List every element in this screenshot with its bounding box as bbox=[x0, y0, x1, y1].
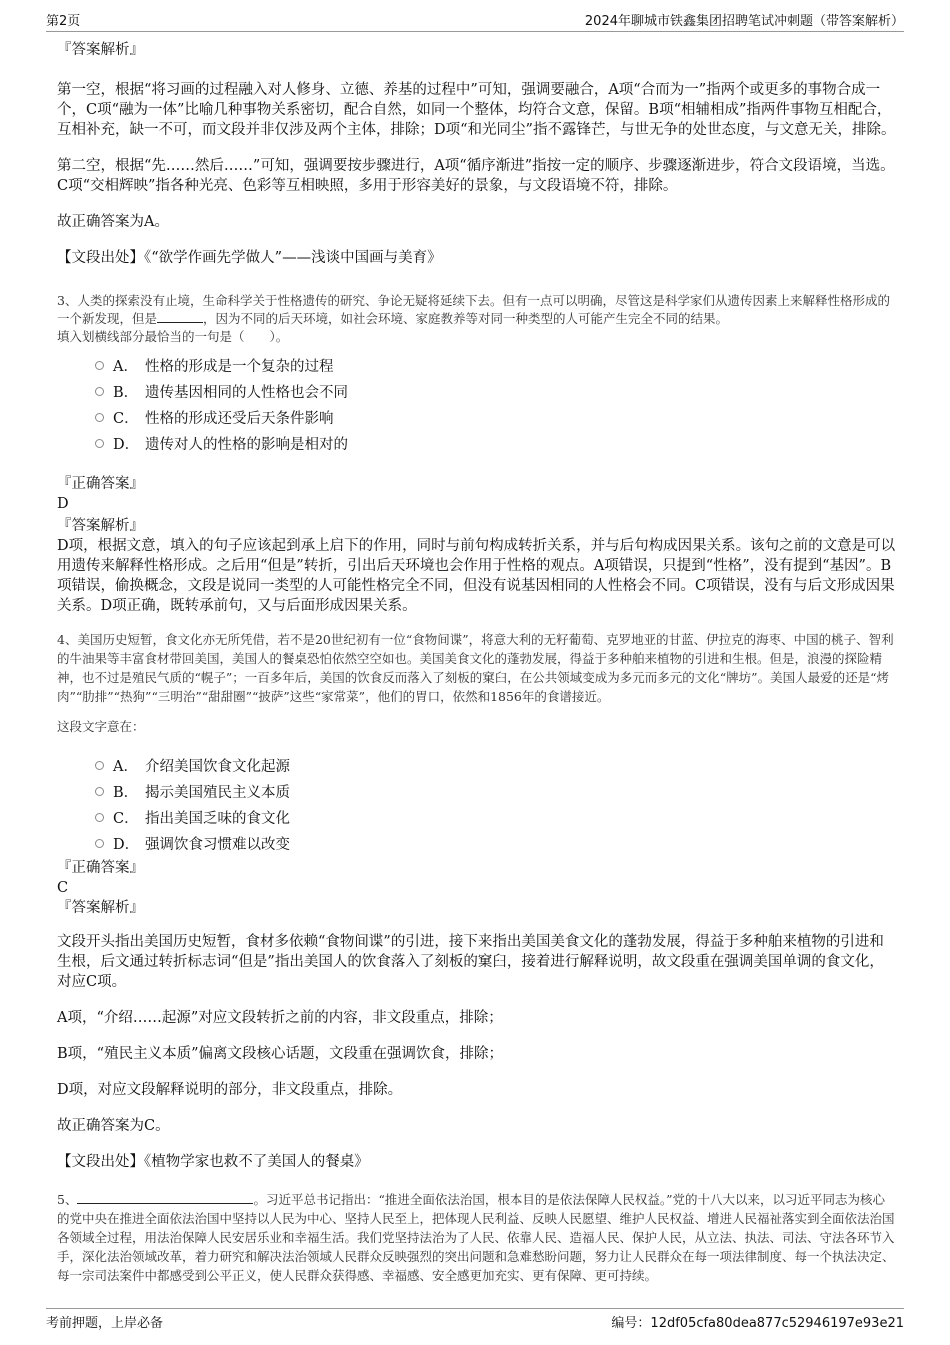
option-a[interactable]: A． 介绍美国饮食文化起源 bbox=[95, 752, 897, 778]
option-b[interactable]: B． 揭示美国殖民主义本质 bbox=[95, 778, 897, 804]
option-b[interactable]: B． 遗传基因相同的人性格也会不同 bbox=[95, 378, 897, 404]
option-c[interactable]: C． 性格的形成还受后天条件影响 bbox=[95, 404, 897, 430]
question-stem: 4、美国历史短暂，食文化亦无所凭借，若不是20世纪初有一位“食物间谍”，将意大利的无籽葡萄、克罗地亚的甘蓝、伊拉克的海枣、中国的桃子、智利的牛油果等丰富食材带回美国，美国人的餐桌恐怕依然空空如也。美国美食文化的蓬勃发展，得益于多种舶来植物的引进和生根。但是，浪漫的探险精神，也不过是殖民气质的“幌子”；一百多年后，美国的饮食反而落入了刻板的窠臼，在公共领域变成为多元而多元的文化“牌坊”。美国人最爱的还是“烤肉”“肋排”“热狗”“三明治”“甜甜圈”“披萨”这些“家常菜”，他们的胃口，依然和1856年的食谱接近。 bbox=[57, 632, 894, 704]
conclusion: 故正确答案为C。 bbox=[57, 1118, 170, 1134]
radio-icon[interactable] bbox=[95, 361, 104, 370]
radio-icon[interactable] bbox=[95, 439, 104, 448]
page-number: 第2页 bbox=[46, 14, 81, 29]
source-citation: 【文段出处】《“欲学作画先学做人”——浅谈中国画与美育》 bbox=[57, 250, 442, 266]
conclusion: 故正确答案为A。 bbox=[57, 214, 169, 230]
q2-tail bbox=[57, 40, 897, 268]
page-header bbox=[46, 10, 904, 32]
page-footer bbox=[46, 1308, 904, 1334]
option-note: A项，“介绍……起源”对应文段转折之前的内容，非文段重点，排除； bbox=[57, 1010, 503, 1026]
analysis-paragraph: D项，根据文意，填入的句子应该起到承上启下的作用，同时与前句构成转折关系，并与后句构成因果关系。该句之前的文意是可以用遗传来解释性格形成。之后用“但是”转折，引出后天环境也会作用于性格的观点。A项错误，只提到“性格”，没有提到“基因”。B项错误，偷换概念，文段是说同一类型的人可能性格完全不同，但没有说基因相同的人性格会不同。C项错误，没有与后文形成因果关系。D项正确，既转承前句，又与后面形成因果关系。 bbox=[57, 538, 896, 614]
footer-slogan: 考前押题，上岸必备 bbox=[46, 1316, 164, 1331]
document-title: 2024年聊城市铁鑫集团招聘笔试冲刺题（带答案解析） bbox=[584, 14, 904, 29]
option-note: D项，对应文段解释说明的部分，非文段重点，排除。 bbox=[57, 1082, 403, 1098]
option-list bbox=[95, 752, 897, 856]
question-5 bbox=[57, 1190, 897, 1285]
question-4 bbox=[57, 630, 897, 1172]
question-instruction: 填入划横线部分最恰当的一句是（ ）。 bbox=[57, 329, 289, 344]
analysis-label: 『答案解析』 bbox=[57, 518, 144, 534]
question-stem: 5、 。习近平总书记指出：“推进全面依法治国，根本目的是依法保障人民权益。”党的十八大以来，以习近平同志为核心的党中央在推进全面依法治国中坚持以人民为中心、坚持人民至上，把体现人民利益、反映人民愿望、维护人民权益、增进人民福祉落实到全面依法治国各领域全过程，用法治保障人民安居乐业和幸福生活。我们党坚持法治为了人民、依靠人民、造福人民、保护人民，从立法、执法、司法、守法各环节入手，深化法治领域改革，着力研究和解决法治领域人民群众反映强烈的突出问题和急难愁盼问题，努力让人民群众在每一项法律制度、每一个执法决定、每一宗司法案件中都感受到公平正义，使人民群众获得感、幸福感、安全感更加充实、更有保障、更可持续。 bbox=[57, 1192, 895, 1283]
page-content bbox=[57, 40, 897, 1285]
radio-icon[interactable] bbox=[95, 813, 104, 822]
analysis-label: 『答案解析』 bbox=[57, 42, 144, 58]
fill-blank bbox=[77, 1203, 253, 1204]
radio-icon[interactable] bbox=[95, 387, 104, 396]
option-d[interactable]: D． 强调饮食习惯难以改变 bbox=[95, 830, 897, 856]
radio-icon[interactable] bbox=[95, 413, 104, 422]
radio-icon[interactable] bbox=[95, 839, 104, 848]
source-citation: 【文段出处】《植物学家也救不了美国人的餐桌》 bbox=[57, 1154, 369, 1170]
analysis-paragraph: 文段开头指出美国历史短暂，食材多依赖“食物间谍”的引进，接下来指出美国美食文化的蓬勃发展，得益于多种舶来植物的引进和生根，后文通过转折标志词“但是”指出美国人的饮食落入了刻板的窠臼，接着进行解释说明，故文段重在强调美国单调的食文化，对应C项。 bbox=[57, 934, 884, 990]
analysis-label: 『答案解析』 bbox=[57, 900, 144, 916]
answer-label: 『正确答案』 bbox=[57, 476, 144, 492]
option-c[interactable]: C． 指出美国乏味的食文化 bbox=[95, 804, 897, 830]
radio-icon[interactable] bbox=[95, 787, 104, 796]
option-list bbox=[95, 352, 897, 456]
analysis-paragraph: 第二空，根据“先……然后……”可知，强调要按步骤进行，A项“循序渐进”指按一定的顺序、步骤逐渐进步，符合文段语境，当选。C项“交相辉映”指各种光亮、色彩等互相映照，多用于形容美好的景象，与文段语境不符，排除。 bbox=[57, 158, 895, 194]
analysis-paragraph: 第一空，根据“将习画的过程融入对人修身、立德、养基的过程中”可知，强调要融合，A项“合而为一”指两个或更多的事物合成一个，C项“融为一体”比喻几种事物关系密切，配合自然，如同一个整体，均符合文意，保留。B项“相辅相成”指两件事物互相配合，互相补充，缺一不可，而文段并非仅涉及两个主体，排除；D项“和光同尘”指不露锋芒，与世无争的处世态度，与文意无关，排除。 bbox=[57, 82, 896, 138]
question-3 bbox=[57, 292, 897, 616]
option-a[interactable]: A． 性格的形成是一个复杂的过程 bbox=[95, 352, 897, 378]
question-stem: 3、人类的探索没有止境，生命科学关于性格遗传的研究、争论无疑将延续下去。但有一点可以明确，尽管这是科学家们从遗传因素上来解释性格形成的一个新发现，但是 ，因为不同的后天环境，如社会环境、家庭教养等对同一种类型的人可能产生完全不同的结果。 bbox=[57, 293, 890, 326]
document-code: 编号：12df05cfa80dea877c52946197e93e21 bbox=[611, 1316, 904, 1331]
option-note: B项，“殖民主义本质”偏离文段核心话题，文段重在强调饮食，排除； bbox=[57, 1046, 503, 1062]
answer-label: 『正确答案』 bbox=[57, 860, 144, 876]
fill-blank bbox=[157, 322, 203, 323]
correct-answer: D bbox=[57, 496, 69, 512]
correct-answer: C bbox=[57, 880, 69, 896]
radio-icon[interactable] bbox=[95, 761, 104, 770]
question-instruction: 这段文字意在： bbox=[57, 719, 145, 734]
option-d[interactable]: D． 遗传对人的性格的影响是相对的 bbox=[95, 430, 897, 456]
